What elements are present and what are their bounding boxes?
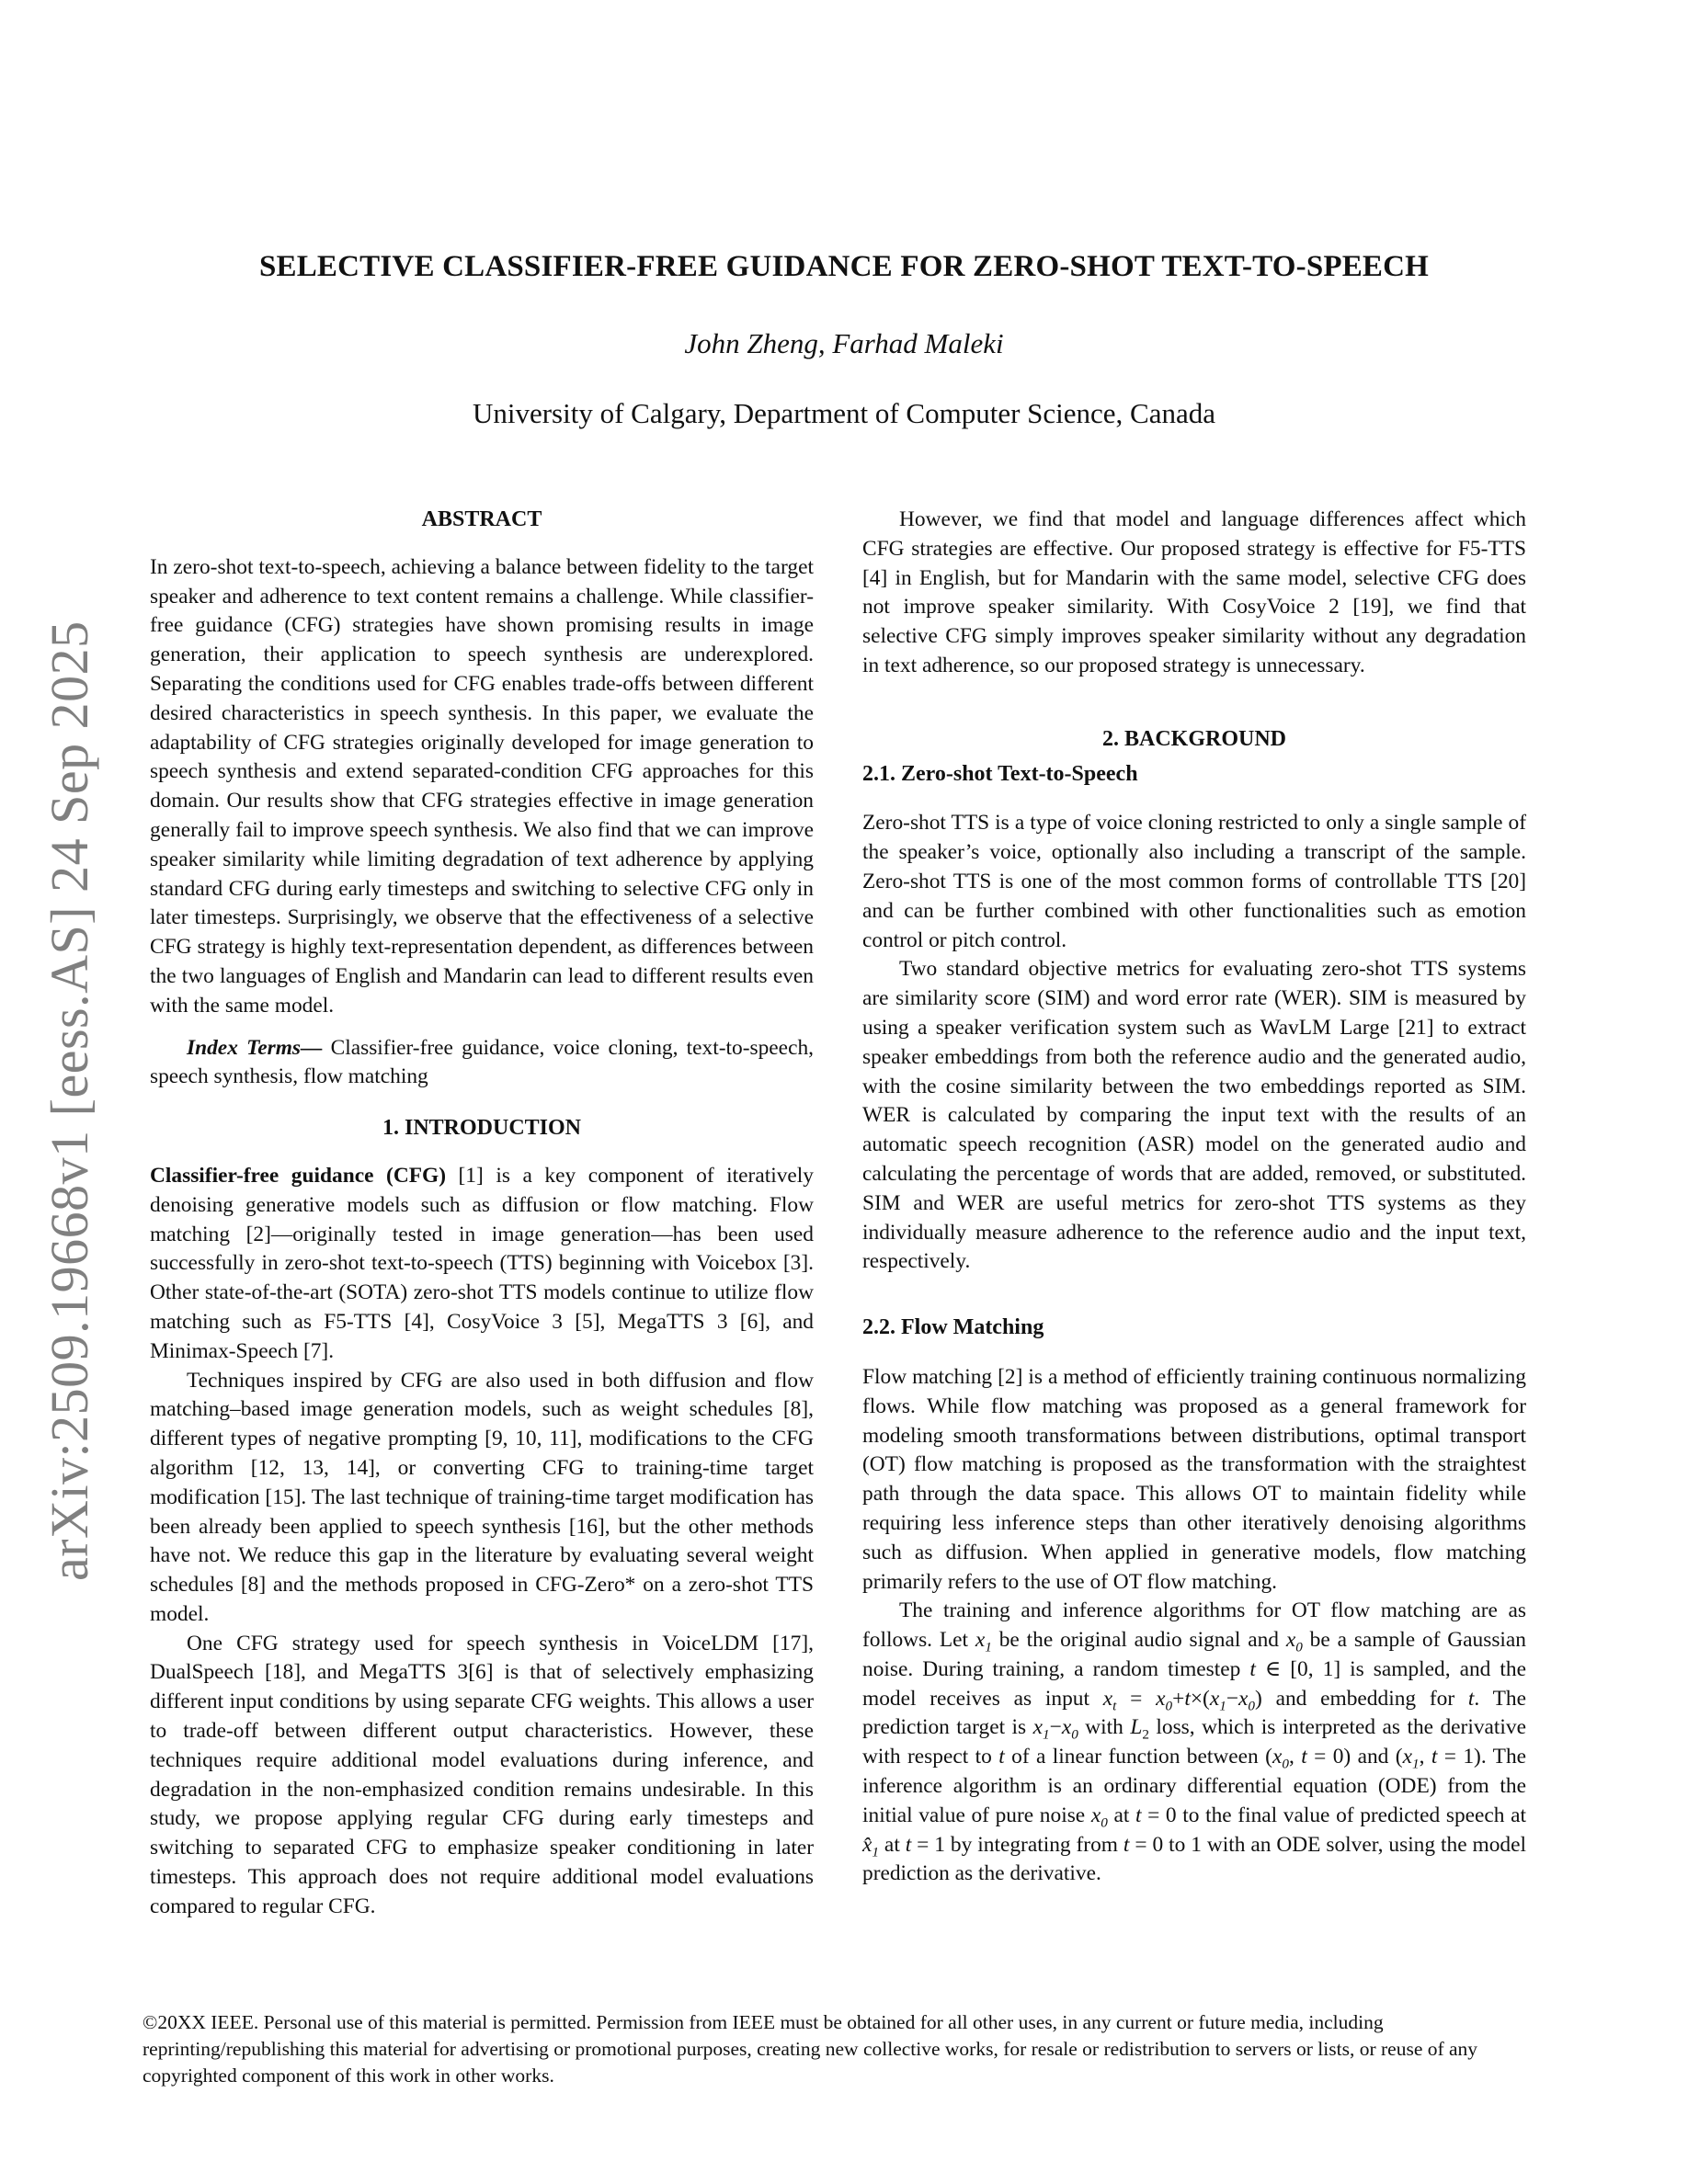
background-heading: 2. BACKGROUND: [1101, 726, 1286, 751]
intro-paragraph-4: However, we find that model and language differences affect which CFG strategies are effective. Our proposed strategy is effective for F5-TTS [4] in English, but for Mandarin with the same model, selective CFG does not improve speaker similarity. With CosyVoice 2 [19], we find that selective CFG simply improves speaker similarity without any degradation in text adherence, so our proposed strategy is unnecessary.: [862, 507, 1526, 677]
right-column: [862, 506, 1526, 1889]
flow-matching-paragraph-2: The training and inference algorithms for OT flow matching are as follows. Let $x_1$ be the original audio signal and $x_0$ be a sample of Gaussian noise. During training, a random timestep t ∈ [0, 1] is sampled, and the model receives as input $x_t = x_0+t\times(x_1-x_0)$ and embedding for t. The prediction target is $x_1-x_0$ with $L_2$ loss, which is interpreted as the derivative with respect to t of a linear function between ($x_0$, t = 0) and ($x_1$, t = 1). The inference algorithm is an ordinary differential equation (ODE) from the initial value of pure noise $x_0$ at t = 0 to the final value of predicted speech at $x̂_1$ at t = 1 by integrating from t = 0 to 1 with an ODE solver, using the model prediction as the derivative.: [862, 1598, 1527, 1886]
intro-p1-text: [1] is a key component of iteratively denoising generative models such as diffusion or flow matching. Flow matching [2]—originally tested in image generation—has been used successfully in zero-shot text-to-speech (TTS) beginning with Voicebox [3]. Other state-of-the-art (SOTA) zero-shot TTS models continue to utilize flow matching such as F5-TTS [4], CosyVoice 3 [5], MegaTTS 3 [6], and Minimax-Speech [7].: [150, 1163, 814, 1363]
cfg-term: Classifier-free guidance (CFG): [150, 1163, 446, 1188]
zero-shot-tts-paragraph-2: Two standard objective metrics for evaluating zero-shot TTS systems are similarity score (SIM) and word error rate (WER). SIM is measured by using a speaker verification system such as WavLM Large [21] to extract speaker embeddings from both the reference audio and the generated audio, with the cosine similarity between the two embeddings reported as SIM. WER is calculated by comparing the input text with the results of an automatic speech recognition (ASR) model on the generated audio and calculating the percentage of words that are added, removed, or substituted. SIM and WER are useful metrics for zero-shot TTS systems as they individually measure adherence to the reference audio and the input text, respectively.: [862, 957, 1526, 1274]
intro-paragraph-3: One CFG strategy used for speech synthesis in VoiceLDM [17], DualSpeech [18], and MegaTTS 3[6] is that of selectively emphasizing different input conditions by using separate CFG weights. This allows a user to trade-off between different output characteristics. However, these techniques require additional model evaluations during inference, and degradation in the non-emphasized condition remains undesirable. In this study, we propose applying regular CFG during early timesteps and switching to separated CFG to emphasize speaker conditioning in later timesteps. This approach does not require additional model evaluations compared to regular CFG.: [150, 1631, 814, 1918]
intro-heading: 1. INTRODUCTION: [382, 1116, 582, 1141]
left-column: [150, 506, 814, 1922]
index-terms: [150, 1034, 814, 1093]
zero-shot-tts-paragraph-1: Zero-shot TTS is a type of voice cloning restricted to only a single sample of the speaker’s voice, optionally also including a transcript of the sample. Zero-shot TTS is one of the most common forms of controllable TTS [20] and can be further combined with other functionalities such as emotion control or pitch control.: [862, 811, 1526, 952]
paper-title: SELECTIVE CLASSIFIER-FREE GUIDANCE FOR ZERO-SHOT TEXT-TO-SPEECH: [258, 250, 1430, 283]
intro-paragraph-2: Techniques inspired by CFG are also used in both diffusion and flow matching–based image generation models, such as weight schedules [8], different types of negative prompting [9, 10, 11], modifications to the CFG algorithm [12, 13, 14], or converting CFG to training-time target modification [15]. The last technique of training-time target modification has been already been applied to speech synthesis [16], but the other methods have not. We reduce this gap in the literature by evaluating several weight schedules [8] and the methods proposed in CFG-Zero* on a zero-shot TTS model.: [150, 1368, 814, 1626]
abstract-text: In zero-shot text-to-speech, achieving a balance between fidelity to the target speaker and adherence to text content remains a challenge. While classifier-free guidance (CFG) strategies have shown promising results in image generation, their application to speech synthesis are underexplored. Separating the conditions used for CFG enables trade-offs between different desired characteristics in speech synthesis. In this paper, we evaluate the adaptability of CFG strategies originally developed for image generation to speech synthesis and extend separated-condition CFG approaches for this domain. Our results show that CFG strategies effective in image generation generally fail to improve speech synthesis. We also find that we can improve speaker similarity while limiting degradation of text adherence by applying standard CFG during early timesteps and switching to selective CFG only in later timesteps. Surprisingly, we observe that the effectiveness of a selective CFG strategy is highly text-representation dependent, as differences between the two languages of English and Mandarin can lead to different results even with the same model.: [150, 554, 814, 1018]
paper-affiliation: University of Calgary, Department of Computer Science, Canada: [472, 397, 1216, 429]
subsection-2-1-heading: 2.1. Zero-shot Text-to-Speech: [862, 761, 1138, 786]
index-terms-text: Classifier-free guidance, voice cloning, text-to-speech, speech synthesis, flow matching: [150, 1035, 814, 1089]
index-terms-label: Index Terms—: [187, 1035, 323, 1060]
copyright-footer: ©20XX IEEE. Personal use of this material is permitted. Permission from IEEE must be obtained for all other uses, in any current or future media, including reprinting/republishing this material for advertising or promotional purposes, creating new collective works, for resale or redistribution to servers or lists, or reuse of any copyrighted component of this work in other works.: [143, 2011, 1478, 2087]
flow-matching-paragraph-1: Flow matching [2] is a method of efficiently training continuous normalizing flows. While flow matching was proposed as a general framework for modeling smooth transformations between distributions, optimal transport (OT) flow matching is proposed as the transformation with the straightest path through the data space. This allows OT to maintain fidelity while requiring less inference steps than other iteratively denoising algorithms such as diffusion. When applied in generative models, flow matching primarily refers to the use of OT flow matching.: [862, 1364, 1526, 1594]
intro-paragraph-1: [150, 1162, 814, 1367]
paper-authors: John Zheng, Farhad Maleki: [684, 327, 1004, 359]
arxiv-watermark: arXiv:2509.19668v1 [eess.AS] 24 Sep 2025: [40, 620, 99, 1581]
subsection-2-2-heading: 2.2. Flow Matching: [862, 1315, 1044, 1340]
abstract-heading: ABSTRACT: [421, 507, 542, 531]
